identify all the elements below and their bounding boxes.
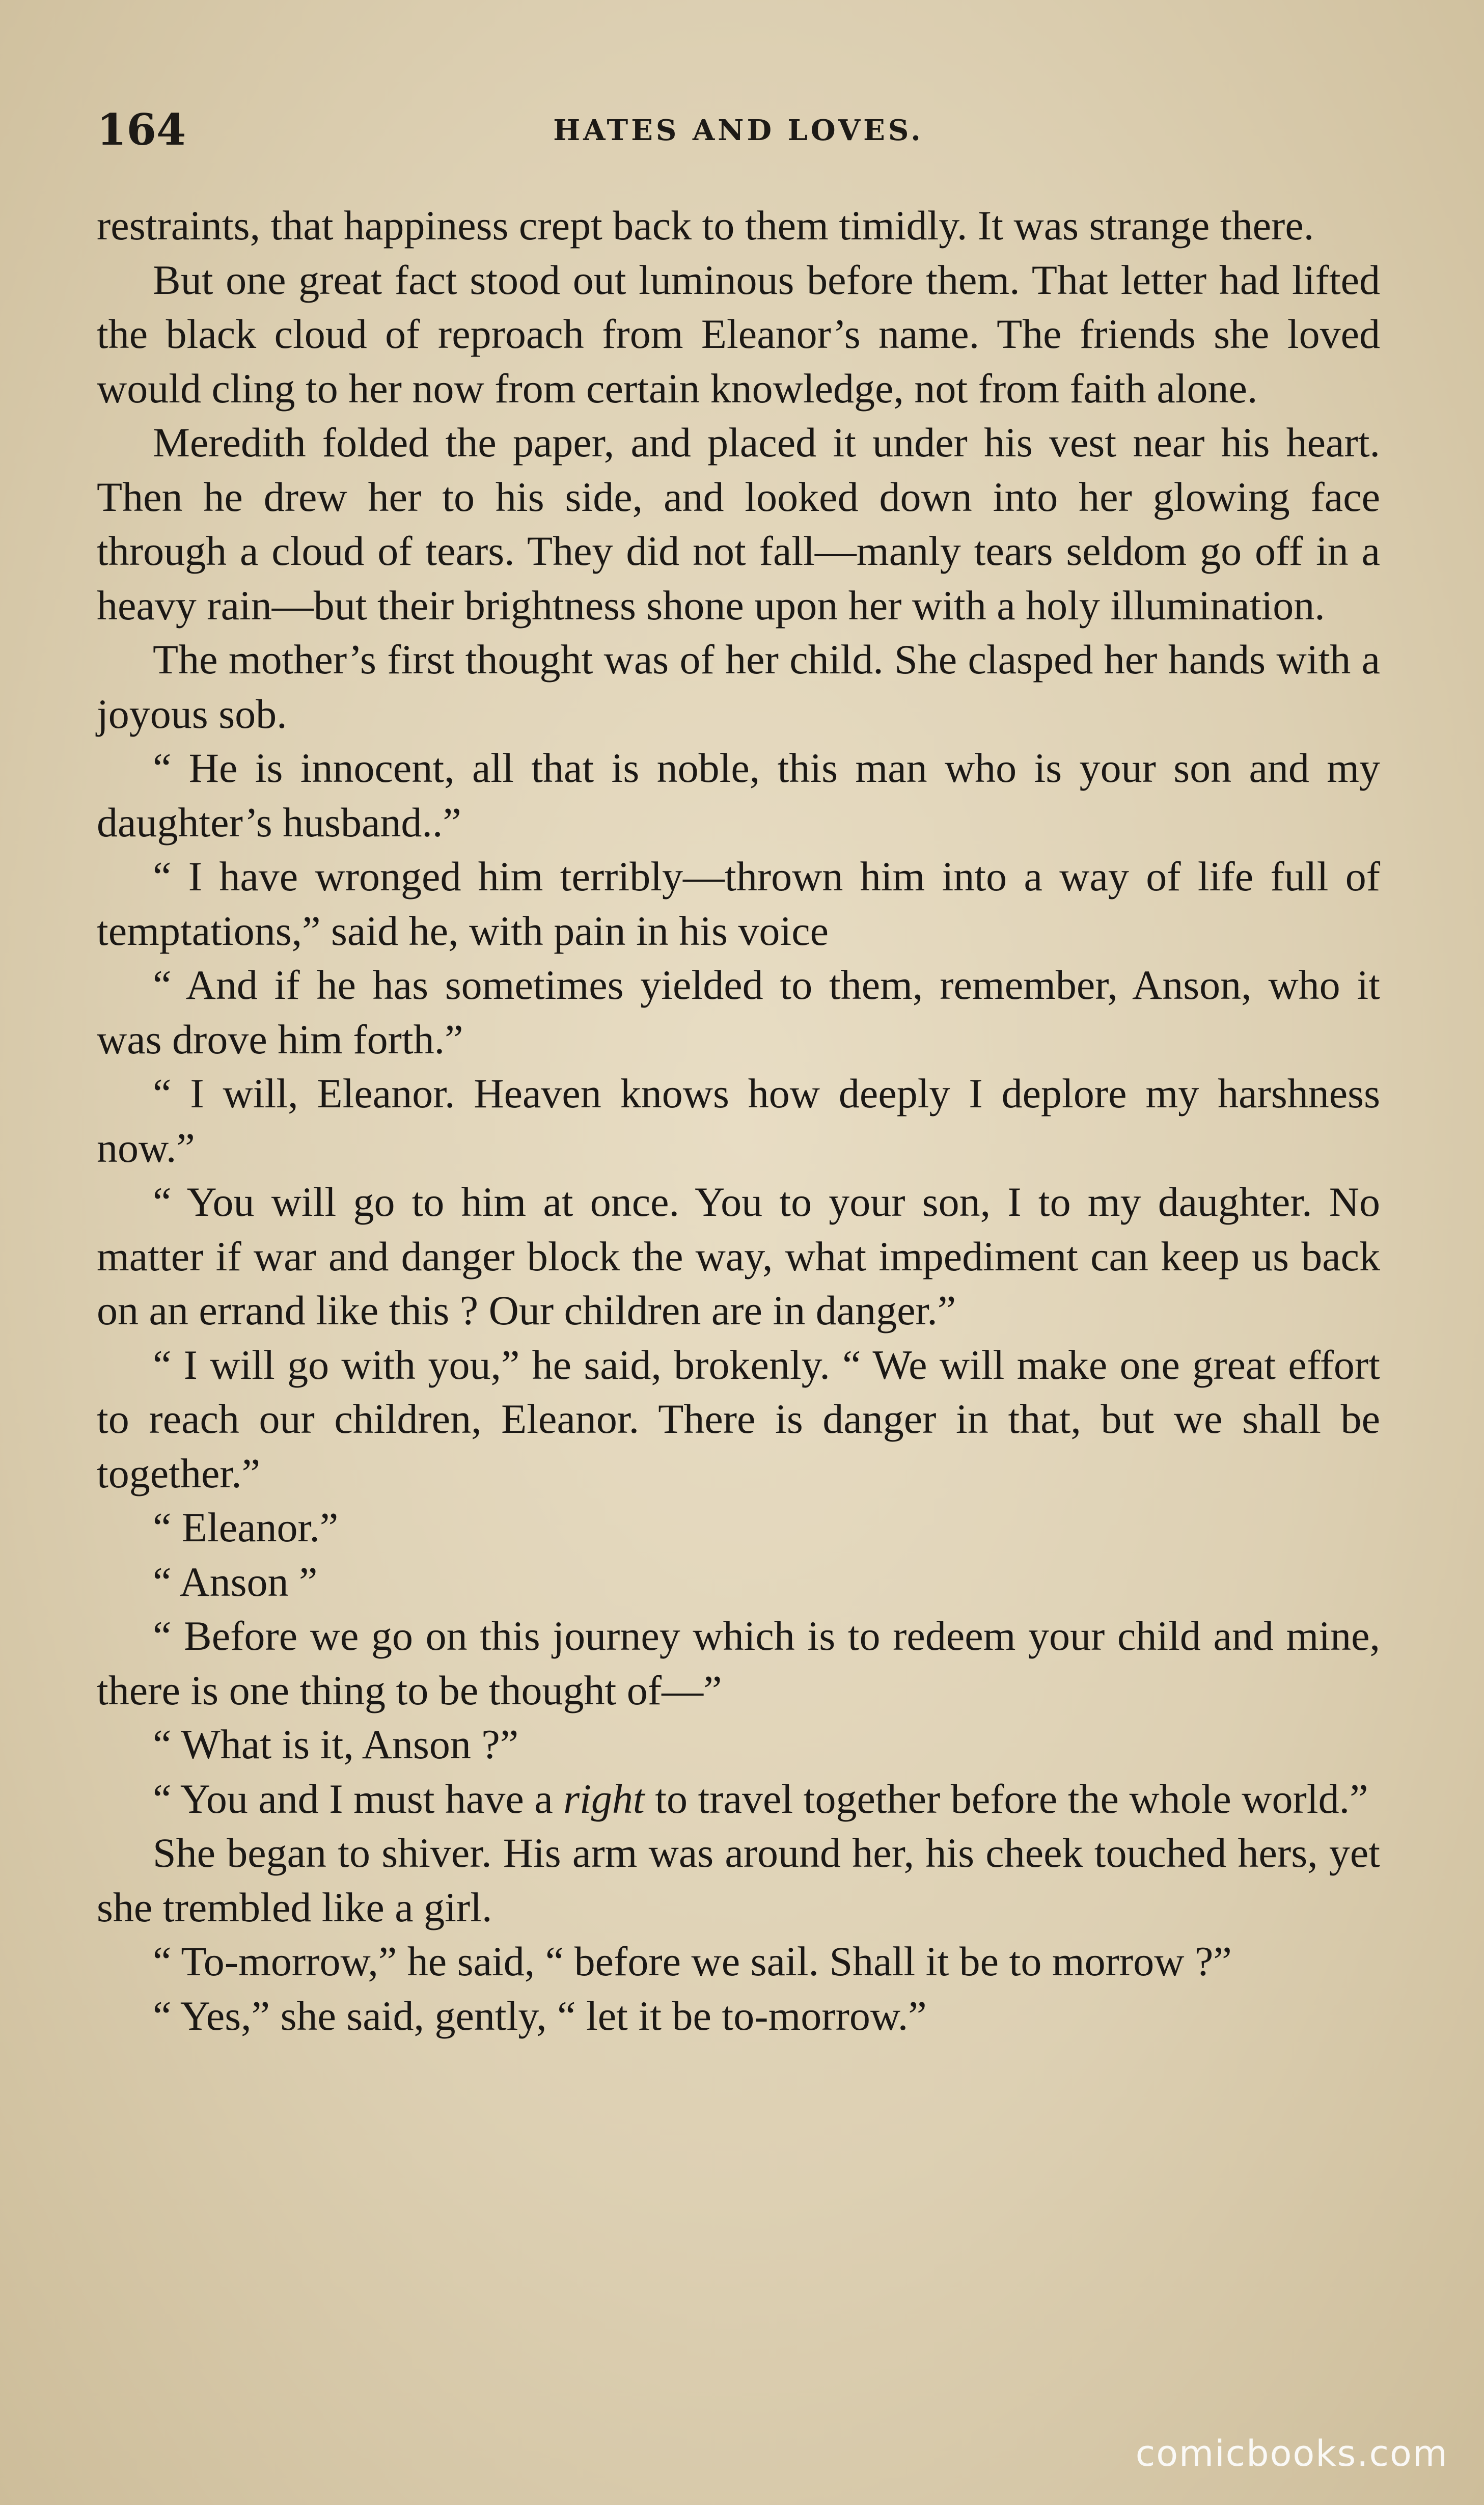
paragraph: “ I have wronged him terribly—thrown him into a way of life full of temptations,” said he, with pain in his voice (97, 853, 1380, 954)
running-title: HATES AND LOVES. (553, 114, 924, 147)
paragraph: She began to shiver. His arm was around her, his cheek touched hers, yet she trembled like a girl. (97, 1830, 1380, 1930)
paragraph: restraints, that happiness crept back to them timidly. It was strange there. (97, 202, 1314, 249)
paragraph: “ I will go with you,” he said, brokenly. “ We will make one great effort to reach our children, Eleanor. There is danger in that, but we shall be together.” (97, 1341, 1380, 1496)
paragraph: “ And if he has sometimes yielded to them, remember, Anson, who it was drove him forth.” (97, 962, 1380, 1063)
paragraph: “ He is innocent, all that is noble, this man who is your son and my daughter’s husband..” (97, 745, 1380, 846)
paragraph: “ You will go to him at once. You to your son, I to my daughter. No matter if war and danger block the way, what impediment can keep us back on an errand like this ? Our children are in danger.” (97, 1179, 1380, 1333)
page-number: 164 (97, 104, 186, 155)
paragraph: But one great fact stood out luminous before them. That letter had lifted the black cloud of reproach from Eleanor’s name. The friends she loved would cling to her now from certain knowledge, not from faith alone. (97, 256, 1380, 412)
paragraph: “ What is it, Anson ?” (153, 1721, 519, 1767)
paragraph: “ I will, Eleanor. Heaven knows how deeply I deplore my harshness now.” (97, 1070, 1380, 1171)
paragraph: “ To-morrow,” he said, “ before we sail. Shall it be to morrow ?” (153, 1938, 1232, 1984)
page-header (97, 104, 1380, 160)
paragraph-text-after: to travel together before the whole world.” (644, 1775, 1368, 1822)
body-text (97, 199, 1380, 2043)
paragraph-with-emphasis (97, 1772, 1380, 1827)
paragraph: “ Yes,” she said, gently, “ let it be to-morrow.” (153, 1992, 927, 2039)
paragraph: “ Before we go on this journey which is to redeem your child and mine, there is one thing to be thought of—” (97, 1613, 1380, 1713)
paragraph-text-before: “ You and I must have a (153, 1775, 564, 1822)
emphasized-word: right (563, 1775, 645, 1822)
paragraph: The mother’s first thought was of her child. She clasped her hands with a joyous sob. (97, 636, 1380, 737)
watermark: comicbooks.com (1135, 2433, 1448, 2474)
paragraph: Meredith folded the paper, and placed it under his vest near his heart. Then he drew her to his side, and looked down into her glowing face through a cloud of tears. They did not fall—manly tears seldom go off in a heavy rain—but their brightness shone upon her with a holy illumination. (97, 419, 1380, 629)
paragraph: “ Eleanor.” (153, 1504, 339, 1550)
paragraph: “ Anson ” (153, 1558, 318, 1605)
